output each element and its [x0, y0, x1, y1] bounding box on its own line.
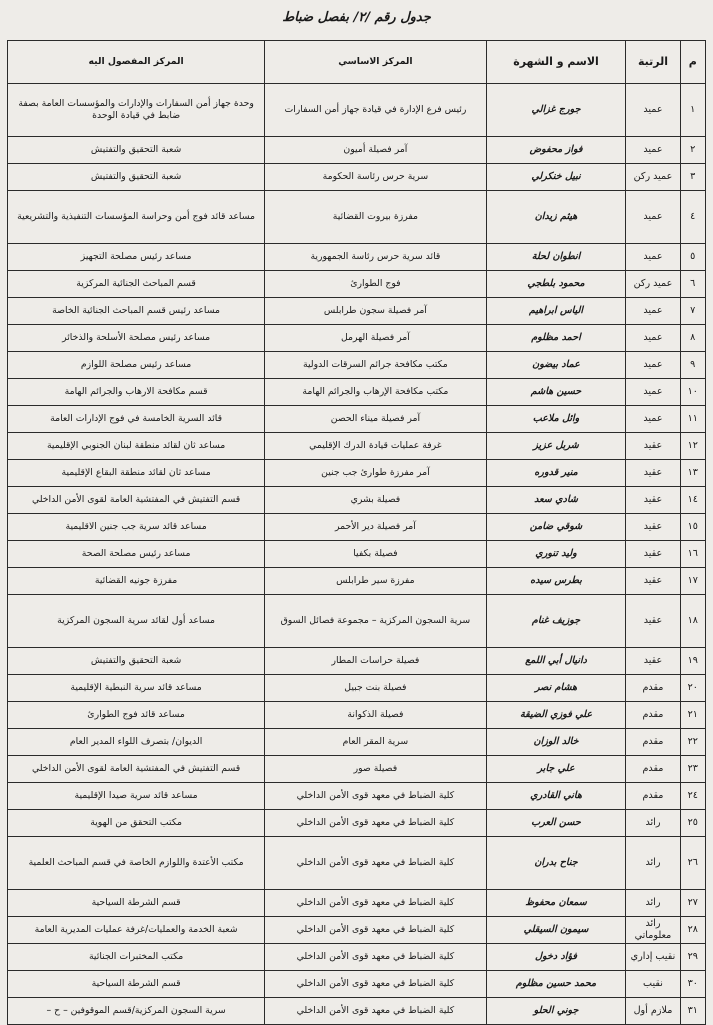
- table-row: [8, 944, 706, 971]
- row-number: ٦: [680, 271, 706, 298]
- row-main-post: آمر مفرزة طوارئ جب جنين: [265, 460, 486, 487]
- row-rank: عميد ركن: [626, 271, 680, 298]
- table-row: [8, 675, 706, 702]
- row-main-post: كلية الضباط في معهد قوى الأمن الداخلي: [265, 944, 486, 971]
- row-assigned-post: مساعد قائد سرية صيدا الإقليمية: [8, 783, 265, 810]
- row-main-post: آمر فصيلة أميون: [265, 137, 486, 164]
- row-name: شادي سعد: [486, 487, 626, 514]
- row-name: شربل عزيز: [486, 433, 626, 460]
- row-name: هاني القادري: [486, 783, 626, 810]
- row-main-post: آمر فصيلة دير الأحمر: [265, 514, 486, 541]
- row-assigned-post: مساعد ثان لقائد منطقة لبنان الجنوبي الإقليمية: [8, 433, 265, 460]
- row-name: فؤاد دخول: [486, 944, 626, 971]
- row-main-post: كلية الضباط في معهد قوى الأمن الداخلي: [265, 783, 486, 810]
- row-rank: عميد: [626, 137, 680, 164]
- row-assigned-post: مساعد أول لقائد سرية السجون المركزية: [8, 595, 265, 648]
- row-assigned-post: مساعد قائد فوج أمن وحراسة المؤسسات التنفيذية والتشريعية: [8, 191, 265, 244]
- table-row: [8, 541, 706, 568]
- row-assigned-post: مساعد رئيس مصلحة التجهيز: [8, 244, 265, 271]
- table-row: [8, 595, 706, 648]
- table-row: [8, 352, 706, 379]
- row-assigned-post: مساعد ثان لقائد منطقة البقاع الإقليمية: [8, 460, 265, 487]
- row-main-post: كلية الضباط في معهد قوى الأمن الداخلي: [265, 890, 486, 917]
- row-rank: مقدم: [626, 702, 680, 729]
- row-assigned-post: قسم الشرطة السياحية: [8, 890, 265, 917]
- row-assigned-post: شعبة التحقيق والتفتيش: [8, 137, 265, 164]
- row-main-post: مكتب مكافحة جرائم السرقات الدولية: [265, 352, 486, 379]
- table-body: [8, 84, 706, 1025]
- row-name: عماد بيضون: [486, 352, 626, 379]
- row-name: جوزيف غنام: [486, 595, 626, 648]
- row-main-post: سرية حرس رئاسة الحكومة: [265, 164, 486, 191]
- table-row: [8, 756, 706, 783]
- row-name: حسن العرب: [486, 810, 626, 837]
- row-assigned-post: قسم التفتيش في المفتشية العامة لقوى الأمن الداخلي: [8, 487, 265, 514]
- row-name: سيمون السيقلي: [486, 917, 626, 944]
- row-name: شوقي ضامن: [486, 514, 626, 541]
- row-rank: مقدم: [626, 783, 680, 810]
- table-row: [8, 648, 706, 675]
- row-main-post: آمر فصيلة الهرمل: [265, 325, 486, 352]
- row-rank: عقيد: [626, 433, 680, 460]
- row-main-post: فصيلة بشري: [265, 487, 486, 514]
- table-header-row: [8, 41, 706, 84]
- table-row: [8, 271, 706, 298]
- row-assigned-post: مفرزة جونيه القضائية: [8, 568, 265, 595]
- row-name: وليد تنوري: [486, 541, 626, 568]
- table-row: [8, 783, 706, 810]
- row-main-post: كلية الضباط في معهد قوى الأمن الداخلي: [265, 998, 486, 1025]
- row-name: جورج غزالي: [486, 84, 626, 137]
- row-rank: عميد: [626, 191, 680, 244]
- row-name: جوني الحلو: [486, 998, 626, 1025]
- table-row: [8, 191, 706, 244]
- row-rank: عقيد: [626, 568, 680, 595]
- row-assigned-post: شعبة التحقيق والتفتيش: [8, 164, 265, 191]
- row-assigned-post: مكتب التحقق من الهوية: [8, 810, 265, 837]
- row-number: ٢: [680, 137, 706, 164]
- row-assigned-post: شعبة التحقيق والتفتيش: [8, 648, 265, 675]
- row-name: سمعان محفوظ: [486, 890, 626, 917]
- row-name: جناح بدران: [486, 837, 626, 890]
- row-number: ٢١: [680, 702, 706, 729]
- row-main-post: كلية الضباط في معهد قوى الأمن الداخلي: [265, 837, 486, 890]
- row-rank: عميد: [626, 379, 680, 406]
- row-number: ٢٧: [680, 890, 706, 917]
- row-name: هشام نصر: [486, 675, 626, 702]
- table-row: [8, 164, 706, 191]
- row-rank: عقيد: [626, 541, 680, 568]
- row-main-post: فوج الطوارئ: [265, 271, 486, 298]
- row-main-post: قائد سرية حرس رئاسة الجمهورية: [265, 244, 486, 271]
- row-rank: مقدم: [626, 675, 680, 702]
- row-name: حسين هاشم: [486, 379, 626, 406]
- table-row: [8, 729, 706, 756]
- row-main-post: آمر فصيلة ميناء الحصن: [265, 406, 486, 433]
- row-main-post: كلية الضباط في معهد قوى الأمن الداخلي: [265, 971, 486, 998]
- row-main-post: كلية الضباط في معهد قوى الأمن الداخلي: [265, 810, 486, 837]
- row-name: منير قدوره: [486, 460, 626, 487]
- row-assigned-post: شعبة الخدمة والعمليات/غرفة عمليات المديرية العامة: [8, 917, 265, 944]
- table-row: [8, 137, 706, 164]
- table-row: [8, 379, 706, 406]
- header-number: م: [680, 41, 706, 84]
- table-row: [8, 702, 706, 729]
- row-assigned-post: مساعد قائد فوج الطوارئ: [8, 702, 265, 729]
- row-rank: عقيد: [626, 514, 680, 541]
- row-main-post: مفرزة بيروت القضائية: [265, 191, 486, 244]
- row-name: انطوان لحلة: [486, 244, 626, 271]
- table-row: [8, 433, 706, 460]
- row-number: ٨: [680, 325, 706, 352]
- row-assigned-post: قسم مكافحة الارهاب والجرائم الهامة: [8, 379, 265, 406]
- row-assigned-post: مساعد رئيس مصلحة الصحة: [8, 541, 265, 568]
- row-rank: عميد: [626, 298, 680, 325]
- row-name: احمد مظلوم: [486, 325, 626, 352]
- row-main-post: فصيلة بنت جبيل: [265, 675, 486, 702]
- row-number: ٢٠: [680, 675, 706, 702]
- row-assigned-post: الديوان/ بتصرف اللواء المدير العام: [8, 729, 265, 756]
- row-number: ٣٠: [680, 971, 706, 998]
- row-rank: ملازم أول: [626, 998, 680, 1025]
- row-number: ١٣: [680, 460, 706, 487]
- row-assigned-post: قائد السرية الخامسة في فوج الإدارات العامة: [8, 406, 265, 433]
- row-number: ٤: [680, 191, 706, 244]
- row-rank: عميد: [626, 244, 680, 271]
- row-number: ١٦: [680, 541, 706, 568]
- row-number: ٢٨: [680, 917, 706, 944]
- row-assigned-post: قسم التفتيش في المفتشية العامة لقوى الأمن الداخلي: [8, 756, 265, 783]
- officers-table: [7, 40, 706, 1025]
- row-number: ١٢: [680, 433, 706, 460]
- row-main-post: رئيس فرع الإدارة في قيادة جهاز أمن السفارات: [265, 84, 486, 137]
- row-name: بطرس سيده: [486, 568, 626, 595]
- row-rank: رائد: [626, 837, 680, 890]
- table-row: [8, 406, 706, 433]
- row-number: ٣١: [680, 998, 706, 1025]
- row-number: ١٨: [680, 595, 706, 648]
- table-row: [8, 84, 706, 137]
- table-row: [8, 837, 706, 890]
- row-number: ٢٩: [680, 944, 706, 971]
- row-rank: عقيد: [626, 460, 680, 487]
- row-main-post: فصيلة الذكوانة: [265, 702, 486, 729]
- row-main-post: سرية السجون المركزية – مجموعة فصائل السوق: [265, 595, 486, 648]
- row-number: ٢٥: [680, 810, 706, 837]
- row-assigned-post: مساعد رئيس مصلحة الأسلحة والذخائر: [8, 325, 265, 352]
- row-rank: عقيد: [626, 487, 680, 514]
- row-number: ١٩: [680, 648, 706, 675]
- table-row: [8, 298, 706, 325]
- table-row: [8, 325, 706, 352]
- table-row: [8, 890, 706, 917]
- row-name: خالد الوزان: [486, 729, 626, 756]
- row-main-post: مكتب مكافحة الإرهاب والجرائم الهامة: [265, 379, 486, 406]
- row-number: ٧: [680, 298, 706, 325]
- row-name: محمد حسين مظلوم: [486, 971, 626, 998]
- row-main-post: سرية المقر العام: [265, 729, 486, 756]
- row-number: ١٠: [680, 379, 706, 406]
- table-row: [8, 568, 706, 595]
- row-rank: نقيب إداري: [626, 944, 680, 971]
- row-assigned-post: سرية السجون المركزية/قسم الموقوفين – ح –: [8, 998, 265, 1025]
- table-row: [8, 514, 706, 541]
- row-assigned-post: وحدة جهاز أمن السفارات والإدارات والمؤسسات العامة بصفة ضابط في قيادة الوحدة: [8, 84, 265, 137]
- row-rank: رائد: [626, 890, 680, 917]
- document-title: جدول رقم /٢/ بفصل ضباط: [282, 10, 431, 25]
- row-assigned-post: قسم الشرطة السياحية: [8, 971, 265, 998]
- row-number: ٥: [680, 244, 706, 271]
- row-assigned-post: مكتب المختبرات الجنائية: [8, 944, 265, 971]
- row-number: ١١: [680, 406, 706, 433]
- row-rank: مقدم: [626, 756, 680, 783]
- row-rank: عقيد: [626, 595, 680, 648]
- row-main-post: فصيلة بكفيا: [265, 541, 486, 568]
- row-rank: عميد: [626, 352, 680, 379]
- row-assigned-post: مساعد قائد سرية جب جنين الاقليمية: [8, 514, 265, 541]
- row-name: الياس ابراهيم: [486, 298, 626, 325]
- row-assigned-post: قسم المباحث الجنائية المركزية: [8, 271, 265, 298]
- row-name: علي جابر: [486, 756, 626, 783]
- row-name: دانيال أبي اللمع: [486, 648, 626, 675]
- row-name: وائل ملاعب: [486, 406, 626, 433]
- row-main-post: فصيلة صور: [265, 756, 486, 783]
- row-assigned-post: مساعد قائد سرية النبطية الإقليمية: [8, 675, 265, 702]
- table-row: [8, 810, 706, 837]
- header-name: الاسم و الشهرة: [486, 41, 626, 84]
- header-main-post: المركز الاساسي: [265, 41, 486, 84]
- row-number: ١٥: [680, 514, 706, 541]
- row-main-post: غرفة عمليات قيادة الدرك الإقليمي: [265, 433, 486, 460]
- row-assigned-post: مساعد رئيس مصلحة اللوازم: [8, 352, 265, 379]
- row-rank: مقدم: [626, 729, 680, 756]
- table-row: [8, 244, 706, 271]
- table-row: [8, 917, 706, 944]
- row-main-post: مفرزة سير طرابلس: [265, 568, 486, 595]
- header-rank: الرتبة: [626, 41, 680, 84]
- row-name: محمود بلطجي: [486, 271, 626, 298]
- row-rank: عميد: [626, 406, 680, 433]
- header-assigned-post: المركز المفصول اليه: [8, 41, 265, 84]
- row-number: ٢٤: [680, 783, 706, 810]
- row-assigned-post: مكتب الأعتدة واللوازم الخاصة في قسم المباحث العلمية: [8, 837, 265, 890]
- row-name: علي فوزي الضيقة: [486, 702, 626, 729]
- row-number: ١٧: [680, 568, 706, 595]
- row-name: فواز محفوض: [486, 137, 626, 164]
- table-row: [8, 487, 706, 514]
- table-row: [8, 460, 706, 487]
- row-rank: نقيب: [626, 971, 680, 998]
- row-rank: عقيد: [626, 648, 680, 675]
- row-number: ٣: [680, 164, 706, 191]
- row-rank: عميد: [626, 84, 680, 137]
- row-number: ١: [680, 84, 706, 137]
- table-row: [8, 971, 706, 998]
- row-number: ١٤: [680, 487, 706, 514]
- row-rank: عميد: [626, 325, 680, 352]
- row-main-post: كلية الضباط في معهد قوى الأمن الداخلي: [265, 917, 486, 944]
- row-number: ٢٦: [680, 837, 706, 890]
- row-main-post: آمر فصيلة سجون طرابلس: [265, 298, 486, 325]
- row-number: ٩: [680, 352, 706, 379]
- row-main-post: فصيلة حراسات المطار: [265, 648, 486, 675]
- table-row: [8, 998, 706, 1025]
- row-name: نبيل خنكرلي: [486, 164, 626, 191]
- row-rank: رائد: [626, 810, 680, 837]
- row-assigned-post: مساعد رئيس قسم المباحث الجنائية الخاصة: [8, 298, 265, 325]
- row-rank: عميد ركن: [626, 164, 680, 191]
- row-number: ٢٣: [680, 756, 706, 783]
- row-number: ٢٢: [680, 729, 706, 756]
- row-name: هيثم زيدان: [486, 191, 626, 244]
- row-rank: رائد معلوماتي: [626, 917, 680, 944]
